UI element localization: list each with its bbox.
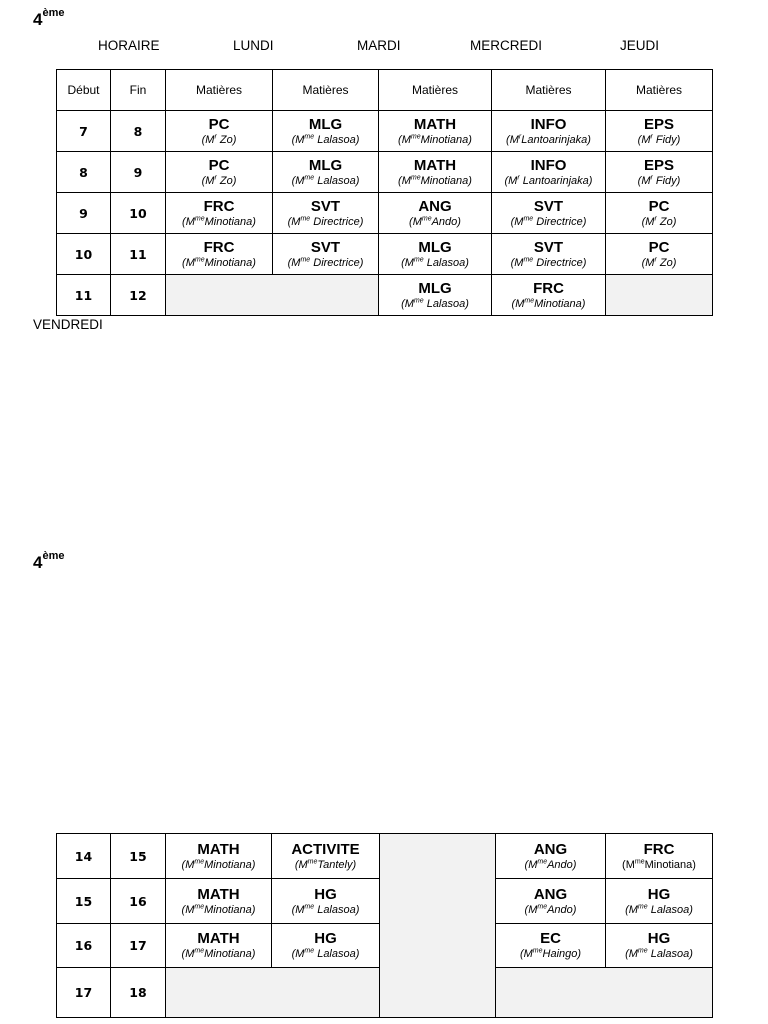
teacher-name: ($M^r$ Fidy): [637, 132, 681, 146]
subject-cell: [166, 234, 273, 275]
subject-name: EPS: [643, 156, 674, 174]
day-header-mercredi: MERCREDI: [470, 38, 543, 53]
day-header-lundi: LUNDI: [233, 38, 274, 53]
subject-cell: [606, 193, 713, 234]
teacher-name: $(M^{me}Minotiana)$: [181, 947, 256, 960]
subject-name: MLG: [418, 279, 452, 297]
subject-name: PC: [208, 115, 230, 133]
teacher-name: $(M^{me}Ando)$: [524, 902, 577, 916]
empty-slot: [606, 275, 713, 316]
end-hour: 18: [111, 968, 166, 1018]
subject-name: ACTIVITE: [291, 840, 360, 858]
subject-cell: [606, 924, 713, 968]
subject-name: HG: [314, 930, 337, 947]
subject-cell: [496, 924, 606, 968]
timetable-afternoon: [56, 833, 713, 1018]
table-row: [57, 234, 713, 275]
subject-cell: [492, 152, 606, 193]
subject-cell: [606, 152, 713, 193]
teacher-name: $(M^{me}Minotiana)$: [511, 296, 586, 310]
end-hour: 10: [111, 193, 166, 234]
teacher-name: $(M^{me}Tantely)$: [294, 857, 357, 871]
subject-name: SVT: [310, 197, 341, 215]
table-row: [57, 275, 713, 316]
day-header-mardi: MARDI: [357, 38, 401, 53]
teacher-name: ($M^{me}$ Directrice): [510, 255, 587, 269]
subject-name: MLG: [308, 115, 343, 133]
subject-cell: [272, 924, 380, 968]
subject-cell: [606, 879, 713, 924]
subject-cell: [166, 834, 272, 879]
subject-name: EPS: [643, 115, 674, 133]
header-row: [57, 70, 713, 111]
subject-cell: [166, 193, 273, 234]
subject-cell: [166, 924, 272, 968]
subject-cell: [379, 111, 492, 152]
end-hour: 11: [111, 234, 166, 275]
teacher-name: $(M^{me}Minotiana)$: [182, 255, 256, 269]
teacher-name: $(M^{me}Minotiana)$: [398, 132, 472, 146]
subject-name: PC: [648, 197, 670, 215]
start-hour: 8: [57, 152, 111, 193]
subject-name: SVT: [310, 238, 341, 256]
subject-name: MATH: [197, 885, 240, 903]
subject-cell: [606, 834, 713, 879]
subject-cell: [273, 152, 379, 193]
teacher-name: ($M^{me}$ Lalasoa): [291, 132, 360, 146]
subject-name: HG: [314, 885, 337, 903]
subject-cell: [606, 234, 713, 275]
teacher-name: ($M^r$ Zo): [201, 173, 237, 187]
table-row: [57, 193, 713, 234]
header-matieres: Matières: [492, 70, 606, 111]
subject-name: ANG: [533, 840, 568, 858]
timetable-morning: [56, 69, 713, 316]
subject-cell: [166, 879, 272, 924]
empty-slot: [496, 968, 713, 1018]
subject-cell: [272, 879, 380, 924]
subject-name: FRC: [203, 197, 235, 215]
empty-slot: [380, 834, 496, 1018]
subject-name: INFO: [530, 115, 567, 133]
table-row: [57, 111, 713, 152]
subject-name: SVT: [533, 197, 564, 215]
teacher-name: $(M^{me}Haingo)$: [519, 947, 582, 960]
start-hour: 7: [57, 111, 111, 152]
subject-name: MATH: [413, 156, 457, 174]
teacher-name: $(M^{me}Minotiana)$: [181, 857, 256, 871]
start-hour: 16: [57, 924, 111, 968]
subject-name: HG: [647, 885, 671, 903]
header-matieres: Matières: [166, 70, 273, 111]
end-hour: 8: [111, 111, 166, 152]
subject-name: MATH: [197, 930, 240, 947]
subject-cell: [379, 275, 492, 316]
subject-cell: [273, 234, 379, 275]
empty-slot: [166, 968, 380, 1018]
teacher-name: $(M^rLantoarinjaka)$: [506, 132, 591, 146]
subject-name: ANG: [418, 197, 452, 215]
teacher-name: $(M^{me}Ando)$: [409, 214, 461, 228]
subject-cell: [492, 111, 606, 152]
teacher-name: ($M^r$ Lantoarinjaka): [504, 173, 593, 187]
end-hour: 12: [111, 275, 166, 316]
teacher-name: $(M^{me}Ando)$: [524, 857, 577, 871]
class-label-bottom: 4ème: [33, 550, 65, 572]
start-hour: 15: [57, 879, 111, 924]
end-hour: 9: [111, 152, 166, 193]
subject-cell: [166, 152, 273, 193]
subject-cell: [379, 193, 492, 234]
header-fin: Fin: [111, 70, 166, 111]
subject-name: FRC: [643, 840, 675, 858]
subject-name: EC: [540, 930, 561, 947]
start-hour: 9: [57, 193, 111, 234]
subject-cell: [273, 111, 379, 152]
day-header-jeudi: JEUDI: [620, 38, 660, 53]
subject-cell: [496, 834, 606, 879]
teacher-name: ($M^{me}$ Directrice): [287, 214, 364, 228]
teacher-name: ($M^{me}$ Lalasoa): [291, 902, 360, 916]
teacher-name: ($M^{me}$ Directrice): [510, 214, 587, 228]
teacher-name: $(M^{me}Minotiana)$: [622, 857, 696, 871]
subject-cell: [379, 234, 492, 275]
end-hour: 16: [111, 879, 166, 924]
teacher-name: ($M^{me}$ Lalasoa): [401, 255, 469, 269]
teacher-name: ($M^{me}$ Lalasoa): [401, 296, 469, 310]
subject-cell: [496, 879, 606, 924]
teacher-name: ($M^{me}$ Lalasoa): [625, 902, 693, 916]
subject-cell: [492, 275, 606, 316]
day-header-vendredi: VENDREDI: [33, 317, 103, 332]
class-label-top: 4ème: [33, 7, 65, 29]
subject-cell: [379, 152, 492, 193]
subject-name: FRC: [203, 238, 235, 256]
table-row: [57, 152, 713, 193]
subject-name: ANG: [533, 885, 568, 903]
header-matieres: Matières: [379, 70, 492, 111]
teacher-name: ($M^r$ Zo): [641, 255, 677, 269]
teacher-name: $(M^{me}Minotiana)$: [181, 902, 256, 916]
subject-cell: [492, 234, 606, 275]
start-hour: 11: [57, 275, 111, 316]
teacher-name: ($M^r$ Zo): [201, 132, 237, 146]
subject-name: PC: [648, 238, 670, 256]
subject-name: FRC: [533, 279, 564, 297]
teacher-name: ($M^r$ Fidy): [637, 173, 681, 187]
subject-name: PC: [208, 156, 230, 174]
subject-name: MLG: [308, 156, 343, 174]
teacher-name: ($M^{me}$ Lalasoa): [625, 947, 693, 960]
teacher-name: ($M^{me}$ Directrice): [287, 255, 364, 269]
header-debut: Début: [57, 70, 111, 111]
table-row: [57, 834, 713, 879]
subject-cell: [606, 111, 713, 152]
subject-name: MATH: [413, 115, 457, 133]
start-hour: 14: [57, 834, 111, 879]
empty-slot: [166, 275, 379, 316]
subject-cell: [166, 111, 273, 152]
teacher-name: $(M^{me}Minotiana)$: [182, 214, 256, 228]
day-header-horaire: HORAIRE: [98, 38, 160, 53]
end-hour: 15: [111, 834, 166, 879]
teacher-name: ($M^{me}$ Lalasoa): [291, 947, 360, 960]
start-hour: 10: [57, 234, 111, 275]
start-hour: 17: [57, 968, 111, 1018]
subject-cell: [492, 193, 606, 234]
teacher-name: ($M^r$ Zo): [641, 214, 677, 228]
teacher-name: ($M^{me}$ Lalasoa): [291, 173, 360, 187]
end-hour: 17: [111, 924, 166, 968]
header-matieres: Matières: [606, 70, 713, 111]
subject-name: INFO: [530, 156, 567, 174]
teacher-name: $(M^{me}Minotiana)$: [398, 173, 472, 187]
subject-name: MATH: [197, 840, 240, 858]
header-matieres: Matières: [273, 70, 379, 111]
subject-cell: [273, 193, 379, 234]
subject-name: HG: [647, 930, 671, 947]
subject-cell: [272, 834, 380, 879]
subject-name: SVT: [533, 238, 564, 256]
subject-name: MLG: [418, 238, 452, 256]
